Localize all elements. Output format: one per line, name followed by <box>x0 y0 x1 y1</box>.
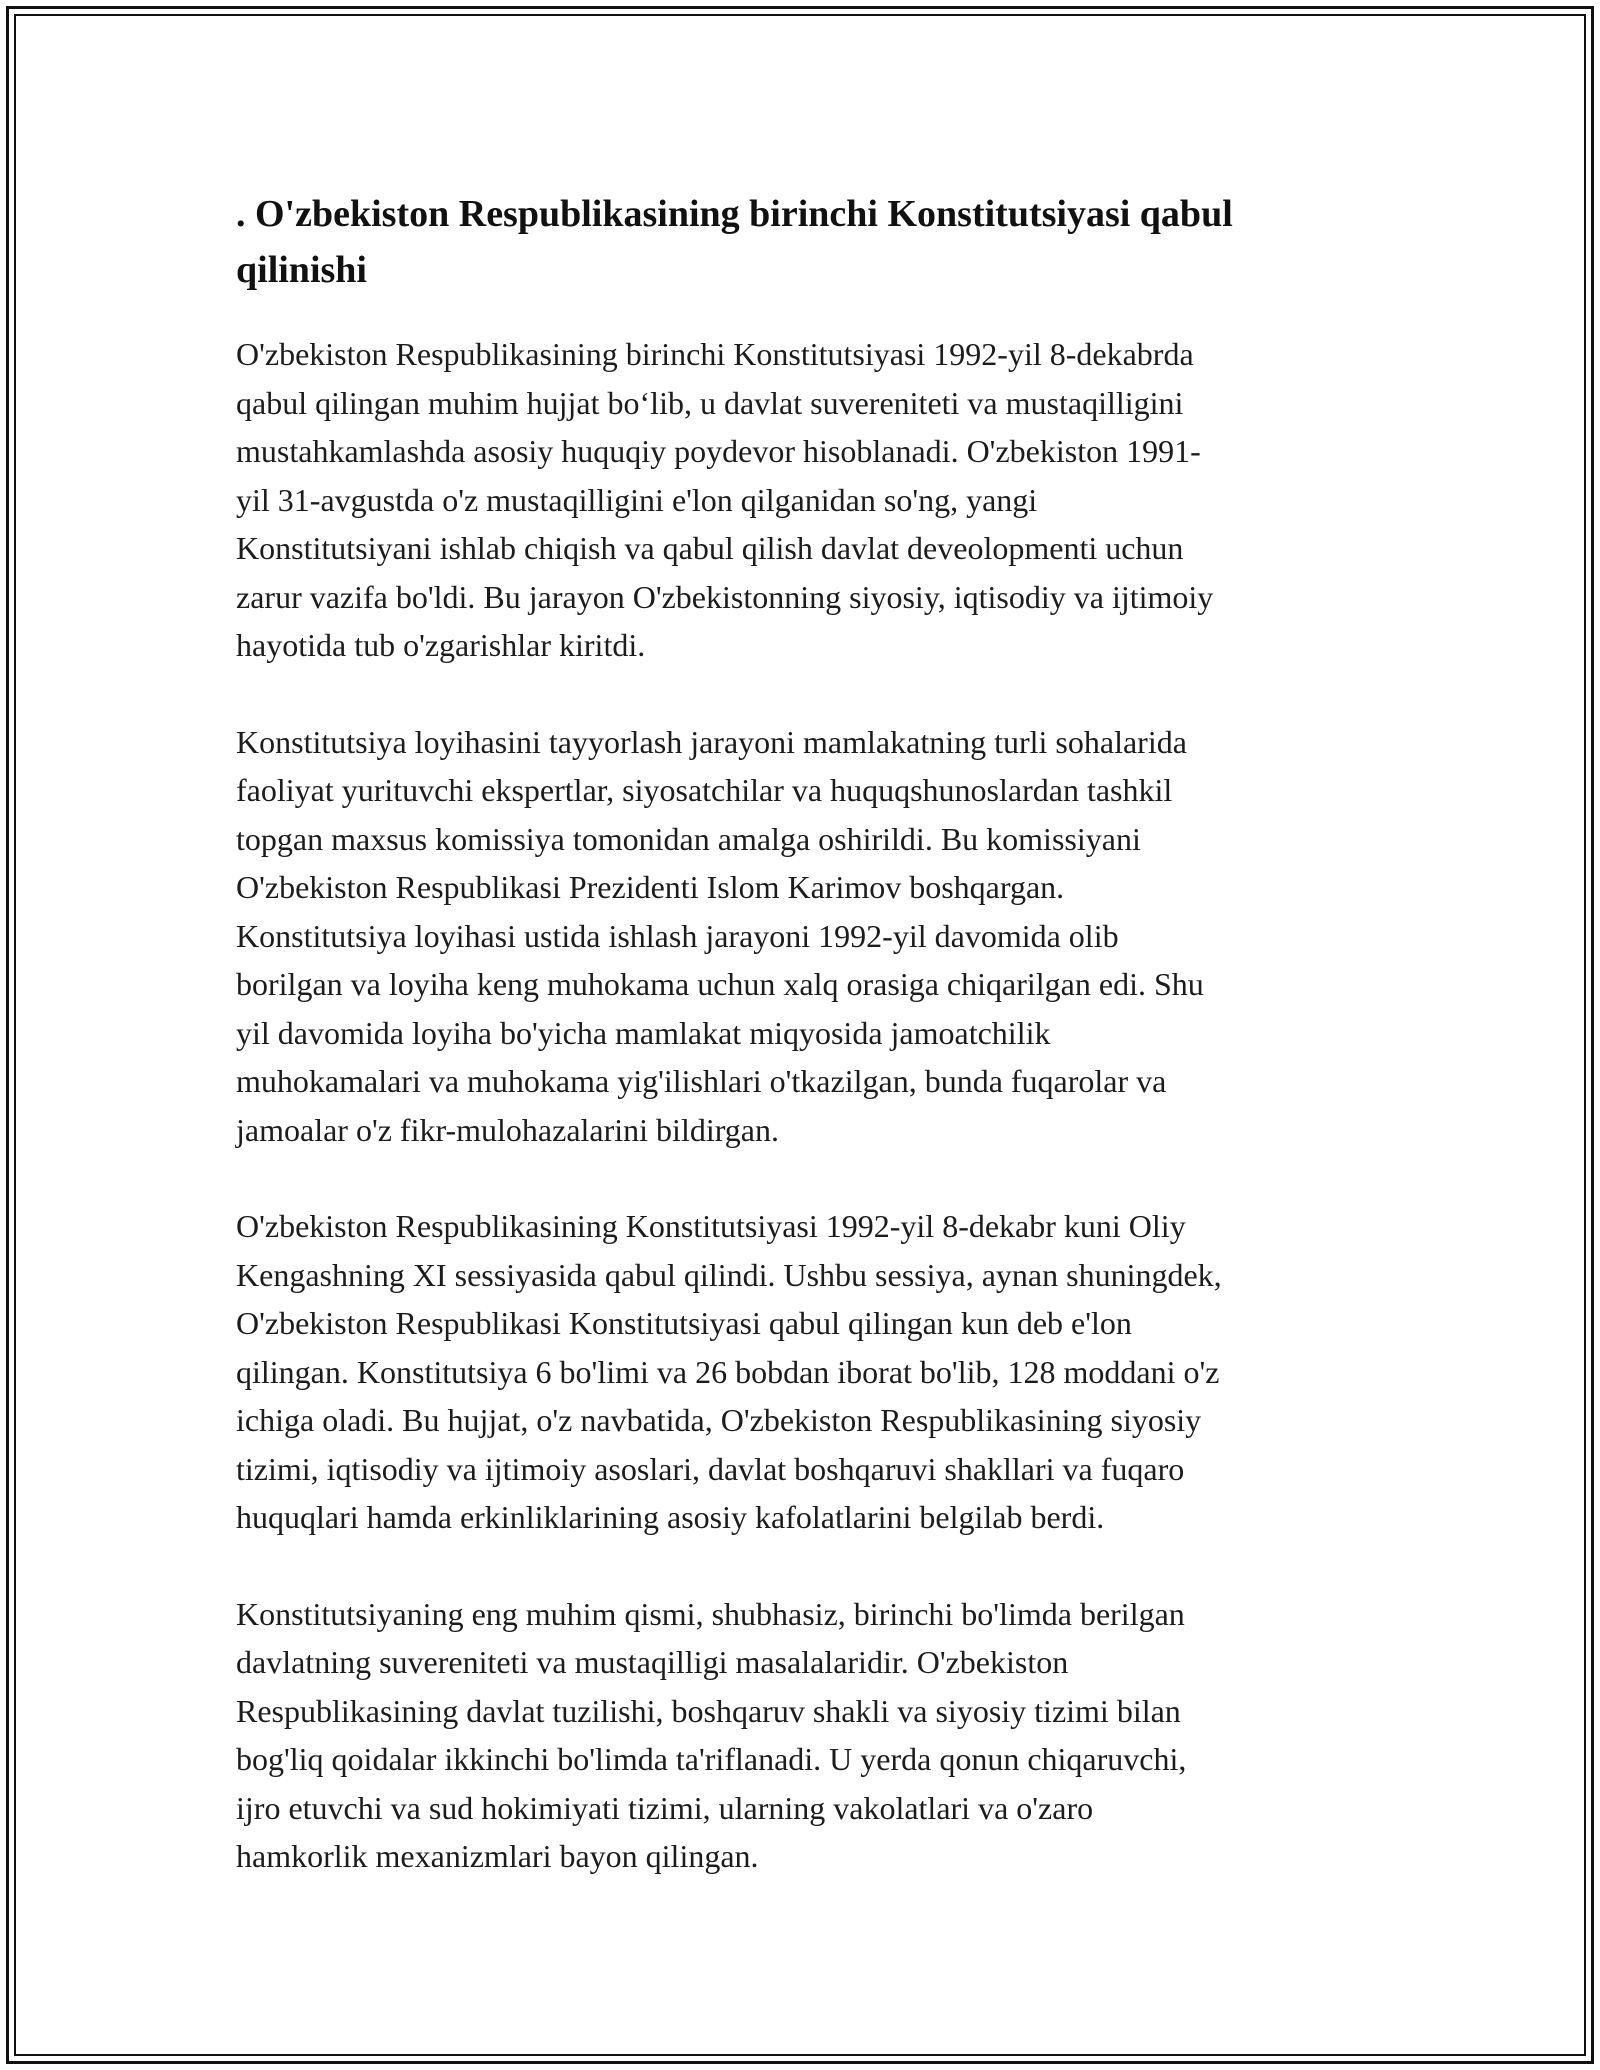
text-line: yil 31-avgustda o'z mustaqilligini e'lon qilganidan so'ng, yangi <box>236 481 1038 518</box>
text-line: Konstitutsiya loyihasini tayyorlash jarayoni mamlakatning turli sohalarida <box>236 723 1187 760</box>
text-line: hamkorlik mexanizmlari bayon qilingan. <box>236 1838 759 1874</box>
text-line: mustahkamlashda asosiy huquqiy poydevor hisoblanadi. O'zbekiston 1991- <box>236 433 1201 469</box>
text-line: O'zbekiston Respublikasining Konstitutsiyasi 1992-yil 8-dekabr kuni Oliy <box>236 1208 1186 1244</box>
paragraph-4 <box>236 1590 1376 1881</box>
paragraph-2 <box>236 718 1376 1155</box>
text-line: qilingan. Konstitutsiya 6 bo'limi va 26 bobdan iborat bo'lib, 128 moddani o'z <box>236 1353 1220 1390</box>
text-line: yil davomida loyiha bo'yicha mamlakat miqyosida jamoatchilik <box>236 1014 1051 1051</box>
text-line: Respublikasining davlat tuzilishi, boshqaruv shakli va siyosiy tizimi bilan <box>236 1692 1181 1729</box>
text-line: jamoalar o'z fikr-mulohazalarini bildirgan. <box>236 1111 779 1148</box>
text-line: zarur vazifa bo'ldi. Bu jarayon O'zbekistonning siyosiy, iqtisodiy va ijtimoiy <box>236 578 1214 615</box>
text-line: davlatning suvereniteti va mustaqilligi masalalaridir. O'zbekiston <box>236 1644 1069 1680</box>
title-line: . O'zbekiston Respublikasining birinchi Konstitutsiyasi qabul <box>236 193 1233 235</box>
text-line: Konstitutsiya loyihasi ustida ishlash jarayoni 1992-yil davomida olib <box>236 917 1119 954</box>
text-line: ichiga oladi. Bu hujjat, o'z navbatida, O'zbekiston Respublikasining siyosiy <box>236 1402 1202 1438</box>
text-line: bog'liq qoidalar ikkinchi bo'limda ta'riflanadi. U yerda qonun chiqaruvchi, <box>236 1741 1187 1777</box>
text-line: qabul qilingan muhim hujjat bo‘lib, u davlat suvereniteti va mustaqilligini <box>236 384 1184 421</box>
paragraph-3 <box>236 1202 1376 1542</box>
document-page <box>236 186 1376 1881</box>
text-line: muhokamalari va muhokama yig'ilishlari o'tkazilgan, bunda fuqarolar va <box>236 1063 1167 1099</box>
text-line: faoliyat yurituvchi ekspertlar, siyosatchilar va huquqshunoslardan tashkil <box>236 772 1173 808</box>
text-line: O'zbekiston Respublikasining birinchi Konstitutsiyasi 1992-yil 8-dekabrda <box>236 336 1194 372</box>
text-line: hayotida tub o'zgarishlar kiritdi. <box>236 627 646 663</box>
text-line: topgan maxsus komissiya tomonidan amalga oshirildi. Bu komissiyani <box>236 820 1141 857</box>
document-title <box>236 186 1376 298</box>
title-line: qilinishi <box>236 249 367 291</box>
text-line: ijro etuvchi va sud hokimiyati tizimi, ularning vakolatlari va o'zaro <box>236 1789 1094 1826</box>
text-line: Kengashning XI sessiyasida qabul qilindi. Ushbu sessiya, aynan shuningdek, <box>236 1256 1222 1293</box>
text-line: O'zbekiston Respublikasi Prezidenti Islom Karimov boshqargan. <box>236 869 1065 905</box>
text-line: tizimi, iqtisodiy va ijtimoiy asoslari, davlat boshqaruvi shakllari va fuqaro <box>236 1450 1185 1487</box>
paragraph-1 <box>236 330 1376 670</box>
text-line: Konstitutsiyaning eng muhim qismi, shubhasiz, birinchi bo'limda berilgan <box>236 1595 1185 1632</box>
text-line: Konstitutsiyani ishlab chiqish va qabul qilish davlat deveolopmenti uchun <box>236 530 1184 566</box>
text-line: borilgan va loyiha keng muhokama uchun xalq orasiga chiqarilgan edi. Shu <box>236 966 1204 1002</box>
text-line: O'zbekiston Respublikasi Konstitutsiyasi qabul qilingan kun deb e'lon <box>236 1305 1132 1341</box>
text-line: huquqlari hamda erkinliklarining asosiy kafolatlarini belgilab berdi. <box>236 1499 1105 1535</box>
